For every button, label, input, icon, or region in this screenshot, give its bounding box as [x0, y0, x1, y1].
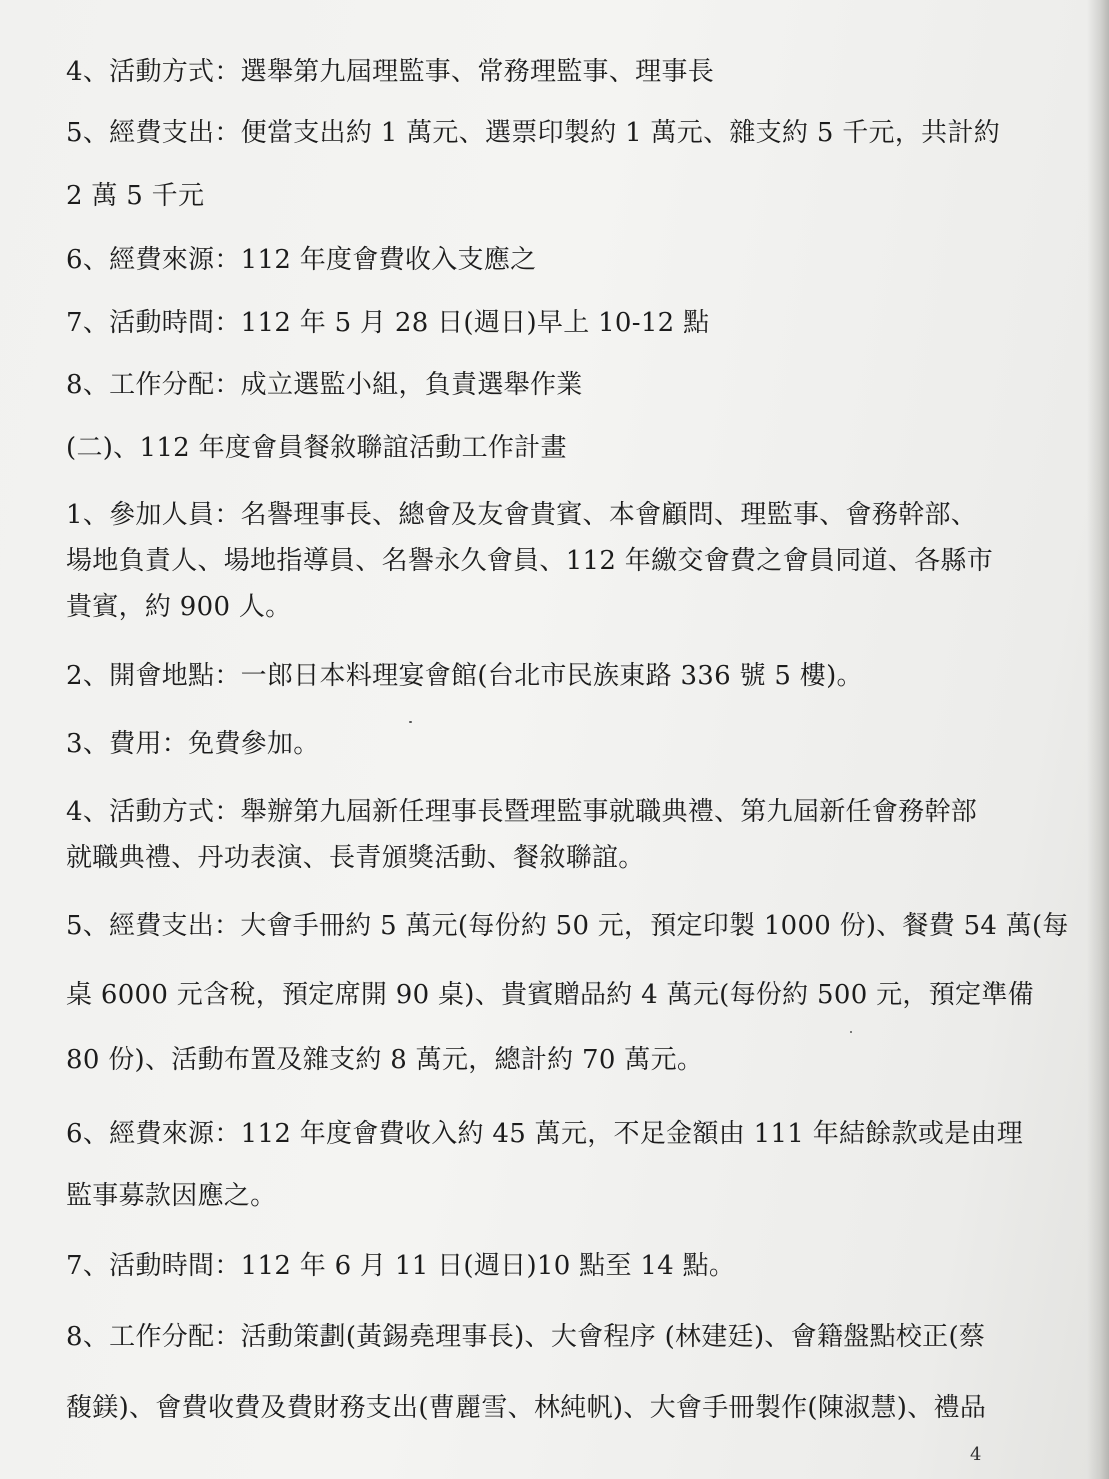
line-participants-1: 1、參加人員：名譽理事長、總會及友會貴賓、本會顧問、理監事、會務幹部、	[66, 500, 978, 530]
line-expense-banquet-2: 桌 6000 元含稅，預定席開 90 桌)、貴賓贈品約 4 萬元(每份約 500 元，預定準備	[66, 980, 1034, 1010]
line-funding-source-banquet-2: 監事募款因應之。	[66, 1181, 277, 1211]
line-expense-banquet-3: 80 份)、活動布置及雜支約 8 萬元，總計約 70 萬元。	[66, 1045, 704, 1075]
line-activity-method-banquet-1: 4、活動方式：舉辦第九屆新任理事長暨理監事就職典禮、第九屆新任會務幹部	[66, 797, 978, 827]
line-funding-source-banquet-1: 6、經費來源：112 年度會費收入約 45 萬元，不足金額由 111 年結餘款或是由理	[66, 1119, 1024, 1149]
line-venue: 2、開會地點：一郎日本料理宴會館(台北市民族東路 336 號 5 樓)。	[66, 661, 863, 691]
line-funding-source-election: 6、經費來源：112 年度會費收入支應之	[66, 245, 537, 275]
section-heading-banquet: (二)、112 年度會員餐敘聯誼活動工作計畫	[66, 433, 567, 463]
line-participants-2: 場地負責人、場地指導員、名譽永久會員、112 年繳交會費之會員同道、各縣市	[66, 546, 993, 576]
line-activity-method-banquet-2: 就職典禮、丹功表演、長青頒獎活動、餐敘聯誼。	[66, 843, 645, 873]
line-expense-banquet-1: 5、經費支出：大會手冊約 5 萬元(每份約 50 元，預定印製 1000 份)、餐費 54 萬(每	[66, 911, 1069, 941]
line-participants-3: 貴賓，約 900 人。	[66, 592, 292, 622]
page-number: 4	[970, 1444, 982, 1465]
paper-speck	[409, 721, 412, 723]
line-work-assignment-banquet-2: 馥鎂)、會費收費及費財務支出(曹麗雪、林純帆)、大會手冊製作(陳淑慧)、禮品	[66, 1393, 987, 1423]
line-activity-time-election: 7、活動時間：112 年 5 月 28 日(週日)早上 10-12 點	[66, 308, 710, 338]
line-work-assignment-banquet-1: 8、工作分配：活動策劃(黃錫堯理事長)、大會程序 (林建廷)、會籍盤點校正(蔡	[66, 1322, 986, 1352]
line-activity-time-banquet: 7、活動時間：112 年 6 月 11 日(週日)10 點至 14 點。	[66, 1251, 736, 1281]
line-expense-total: 2 萬 5 千元	[66, 181, 205, 211]
paper-speck	[850, 1031, 852, 1033]
page-edge-shadow	[1087, 0, 1109, 1479]
line-work-assignment-election: 8、工作分配：成立選監小組，負責選舉作業	[66, 370, 583, 400]
line-fee: 3、費用：免費參加。	[66, 729, 320, 759]
line-expense-election: 5、經費支出：便當支出約 1 萬元、選票印製約 1 萬元、雜支約 5 千元，共計約	[66, 118, 1001, 148]
line-activity-method-election: 4、活動方式：選舉第九屆理監事、常務理監事、理事長	[66, 57, 715, 87]
